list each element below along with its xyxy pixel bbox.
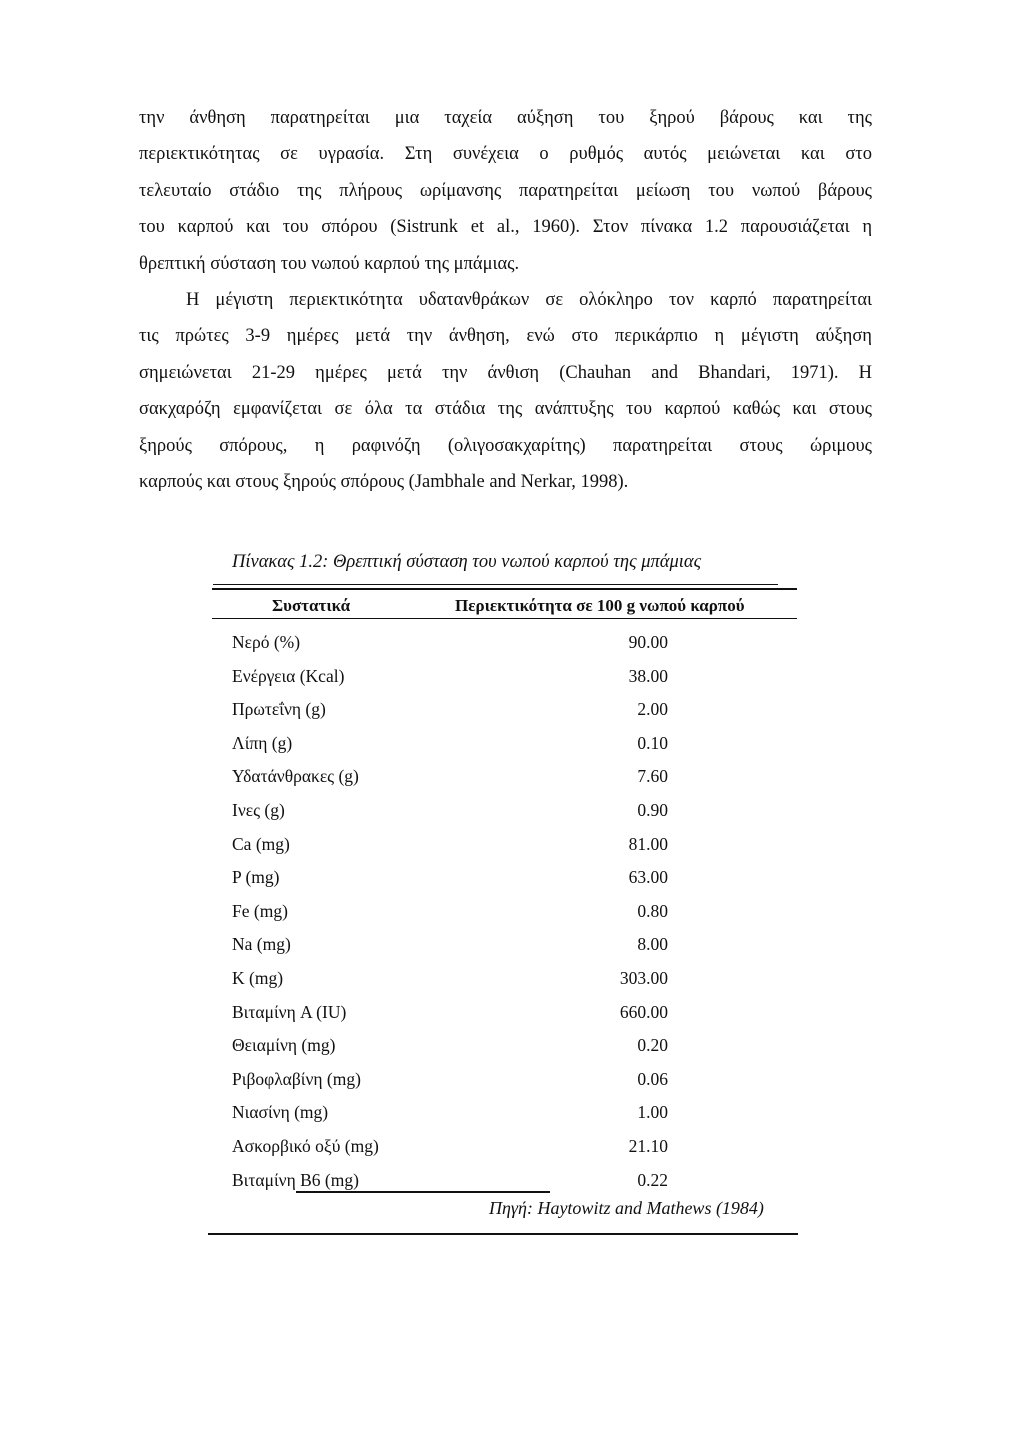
component-value: 90.00: [628, 632, 668, 652]
component-value: 2.00: [637, 699, 668, 720]
text-line: τις πρώτες 3-9 ημέρες μετά την άνθηση, ενώ στο περικάρπιο η μέγιστη αύξηση: [139, 326, 872, 347]
component-name: Βιταμίνη B6 (mg): [232, 1169, 359, 1190]
component-name: P (mg): [232, 867, 280, 888]
component-name: Ινες (g): [232, 800, 285, 820]
component-value: 7.60: [637, 766, 668, 787]
component-value: 0.22: [637, 1169, 668, 1190]
text-line: Η μέγιστη περιεκτικότητα υδατανθράκων σε ολόκληρο τον καρπό παρατηρείται: [186, 290, 872, 311]
text-line: περιεκτικότητας σε υγρασία. Στη συνέχεια ο ρυθμός αυτός μειώνεται και στο: [139, 144, 872, 165]
table-caption-rule: [213, 584, 778, 585]
table-row: [232, 867, 792, 900]
component-value: 0.20: [637, 1035, 668, 1056]
table-top-rule: [212, 588, 797, 590]
text-line: τελευταίο στάδιο της πλήρους ωρίμανσης παρατηρείται μείωση του νωπού βάρους: [139, 180, 872, 201]
component-name: Ενέργεια (Kcal): [232, 665, 345, 686]
component-name: Λίπη (g): [232, 732, 293, 753]
table-row: [232, 1002, 792, 1035]
table-row: [232, 1102, 792, 1135]
table-row: [232, 834, 792, 867]
component-value: 0.80: [637, 900, 668, 921]
component-value: 0.10: [637, 732, 668, 753]
component-name: Νιασίνη (mg): [232, 1102, 329, 1123]
component-value: 1.00: [637, 1102, 668, 1123]
component-name: K (mg): [232, 968, 284, 988]
text-line: θρεπτική σύσταση του νωπού καρπού της μπάμιας.: [139, 253, 520, 274]
component-name: Βιταμίνη A (IU): [232, 1001, 347, 1022]
table-caption: Πίνακας 1.2: Θρεπτική σύσταση του νωπού καρπού της μπάμιας: [232, 552, 702, 572]
component-name: Ριβοφλαβίνη (mg): [232, 1068, 361, 1089]
text-line: ξηρούς σπόρους, η ραφινόζη (ολιγοσακχαρίτης) παρατηρείται στους ώριμους: [139, 435, 872, 456]
component-value: 8.00: [637, 934, 668, 955]
component-value: 303.00: [619, 968, 668, 988]
text-line: την άνθηση παρατηρείται μια ταχεία αύξηση του ξηρού βάρους και της: [139, 108, 872, 128]
component-value: 0.06: [637, 1068, 668, 1089]
table-header-rule: [212, 618, 797, 619]
component-name: Πρωτεΐνη (g): [232, 699, 326, 720]
component-value: 81.00: [628, 833, 668, 854]
table-row: [232, 1136, 792, 1169]
component-value: 38.00: [628, 665, 668, 686]
component-name: Υδατάνθρακες (g): [232, 766, 359, 787]
page-bottom-rule: [208, 1233, 798, 1235]
component-value: 21.10: [628, 1136, 668, 1156]
table-row: [232, 733, 792, 766]
component-name: Νερό (%): [232, 632, 301, 652]
table-row: [232, 968, 792, 1001]
table-row: [232, 666, 792, 699]
body-text: [139, 100, 872, 500]
component-name: Ca (mg): [232, 833, 290, 854]
table-row: [232, 1035, 792, 1068]
table-bottom-rule: [296, 1191, 550, 1193]
component-name: Θειαμίνη (mg): [232, 1035, 336, 1056]
table-source: Πηγή: Haytowitz and Mathews (1984): [489, 1198, 764, 1218]
text-line: σημειώνεται 21-29 ημέρες μετά την άνθιση (Chauhan and Bhandari, 1971). Η: [139, 362, 872, 383]
text-line: καρπούς και στους ξηρούς σπόρους (Jambhale and Nerkar, 1998).: [139, 472, 629, 493]
column-header-components: Συστατικά: [272, 596, 351, 615]
column-header-content: Περιεκτικότητα σε 100 g νωπού καρπού: [455, 596, 745, 615]
component-value: 63.00: [628, 867, 668, 888]
component-name: Na (mg): [232, 934, 291, 955]
table-row: [232, 800, 792, 833]
component-name: Fe (mg): [232, 900, 288, 921]
table-row: [232, 1069, 792, 1102]
component-value: 0.90: [637, 800, 668, 820]
table-row: [232, 632, 792, 665]
table-row: [232, 699, 792, 732]
text-line: σακχαρόζη εμφανίζεται σε όλα τα στάδια της ανάπτυξης του καρπού καθώς και στους: [139, 399, 872, 420]
table-row: [232, 934, 792, 967]
component-name: Ασκορβικό οξύ (mg): [232, 1136, 379, 1156]
table-row: [232, 901, 792, 934]
table-row: [232, 766, 792, 799]
text-line: του καρπού και του σπόρου (Sistrunk et al., 1960). Στον πίνακα 1.2 παρουσιάζεται η: [139, 217, 872, 238]
component-value: 660.00: [619, 1001, 668, 1022]
